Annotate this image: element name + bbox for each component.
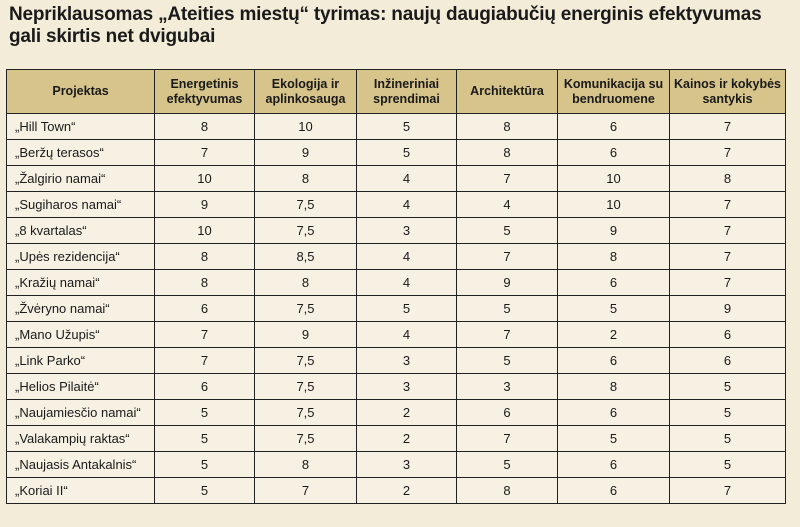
cell-architecture: 7	[457, 244, 558, 270]
cell-price-quality: 9	[670, 296, 786, 322]
cell-price-quality: 5	[670, 426, 786, 452]
cell-energy-efficiency: 7	[155, 348, 255, 374]
table-body	[7, 114, 786, 504]
cell-price-quality: 7	[670, 218, 786, 244]
cell-energy-efficiency: 5	[155, 452, 255, 478]
cell-ecology: 7,5	[255, 374, 357, 400]
cell-community: 6	[558, 348, 670, 374]
cell-energy-efficiency: 5	[155, 426, 255, 452]
cell-energy-efficiency: 9	[155, 192, 255, 218]
cell-price-quality: 7	[670, 192, 786, 218]
cell-price-quality: 6	[670, 322, 786, 348]
cell-project-name: „Kražių namai“	[7, 270, 155, 296]
cell-project-name: „Žalgirio namai“	[7, 166, 155, 192]
cell-architecture: 9	[457, 270, 558, 296]
cell-engineering: 5	[357, 296, 457, 322]
cell-price-quality: 7	[670, 478, 786, 504]
table-row	[7, 218, 786, 244]
cell-engineering: 2	[357, 400, 457, 426]
cell-price-quality: 5	[670, 400, 786, 426]
header-cell-ecology: Ekologija ir aplinkosauga	[255, 70, 357, 114]
cell-energy-efficiency: 8	[155, 244, 255, 270]
cell-community: 9	[558, 218, 670, 244]
cell-community: 6	[558, 400, 670, 426]
cell-architecture: 8	[457, 478, 558, 504]
cell-architecture: 5	[457, 348, 558, 374]
cell-energy-efficiency: 10	[155, 166, 255, 192]
cell-project-name: „Žvėryno namai“	[7, 296, 155, 322]
cell-ecology: 7,5	[255, 348, 357, 374]
cell-community: 6	[558, 140, 670, 166]
cell-engineering: 4	[357, 270, 457, 296]
cell-community: 6	[558, 270, 670, 296]
cell-energy-efficiency: 6	[155, 296, 255, 322]
cell-engineering: 5	[357, 140, 457, 166]
cell-engineering: 4	[357, 244, 457, 270]
cell-architecture: 3	[457, 374, 558, 400]
table-row	[7, 192, 786, 218]
cell-community: 5	[558, 426, 670, 452]
cell-ecology: 8	[255, 452, 357, 478]
ratings-table-container	[6, 69, 785, 504]
table-row	[7, 478, 786, 504]
cell-project-name: „Beržų terasos“	[7, 140, 155, 166]
header-cell-architecture: Architektūra	[457, 70, 558, 114]
cell-architecture: 5	[457, 452, 558, 478]
header-row	[7, 70, 786, 114]
cell-architecture: 8	[457, 114, 558, 140]
table-row	[7, 426, 786, 452]
header-cell-community: Komunikacija su bendruomene	[558, 70, 670, 114]
cell-community: 2	[558, 322, 670, 348]
cell-project-name: „8 kvartalas“	[7, 218, 155, 244]
cell-architecture: 6	[457, 400, 558, 426]
cell-ecology: 10	[255, 114, 357, 140]
cell-community: 10	[558, 166, 670, 192]
cell-energy-efficiency: 8	[155, 270, 255, 296]
table-row	[7, 348, 786, 374]
cell-project-name: „Mano Užupis“	[7, 322, 155, 348]
header-cell-project: Projektas	[7, 70, 155, 114]
page-title: Nepriklausomas „Ateities miestų“ tyrimas: naujų daugiabučių energinis efektyvumas gali skirtis net dvigubai	[9, 4, 762, 47]
table-row	[7, 322, 786, 348]
cell-community: 6	[558, 452, 670, 478]
cell-engineering: 4	[357, 322, 457, 348]
cell-energy-efficiency: 7	[155, 322, 255, 348]
cell-energy-efficiency: 6	[155, 374, 255, 400]
cell-community: 5	[558, 296, 670, 322]
cell-price-quality: 8	[670, 166, 786, 192]
cell-engineering: 3	[357, 452, 457, 478]
table-row	[7, 400, 786, 426]
cell-price-quality: 5	[670, 452, 786, 478]
cell-ecology: 9	[255, 322, 357, 348]
cell-ecology: 8	[255, 270, 357, 296]
cell-architecture: 8	[457, 140, 558, 166]
header-cell-engineering: Inžineriniai sprendimai	[357, 70, 457, 114]
header-cell-price-quality: Kainos ir kokybės santykis	[670, 70, 786, 114]
cell-ecology: 7,5	[255, 218, 357, 244]
header-cell-energy-efficiency: Energetinis efektyvumas	[155, 70, 255, 114]
cell-project-name: „Hill Town“	[7, 114, 155, 140]
cell-project-name: „Valakampių raktas“	[7, 426, 155, 452]
cell-community: 8	[558, 244, 670, 270]
cell-project-name: „Sugiharos namai“	[7, 192, 155, 218]
cell-architecture: 5	[457, 218, 558, 244]
cell-community: 10	[558, 192, 670, 218]
cell-energy-efficiency: 8	[155, 114, 255, 140]
cell-ecology: 7,5	[255, 192, 357, 218]
cell-architecture: 7	[457, 322, 558, 348]
cell-ecology: 7,5	[255, 296, 357, 322]
cell-engineering: 4	[357, 166, 457, 192]
cell-ecology: 7	[255, 478, 357, 504]
table-row	[7, 166, 786, 192]
cell-ecology: 7,5	[255, 426, 357, 452]
table-row	[7, 270, 786, 296]
cell-project-name: „Naujasis Antakalnis“	[7, 452, 155, 478]
cell-ecology: 9	[255, 140, 357, 166]
cell-price-quality: 7	[670, 270, 786, 296]
cell-engineering: 2	[357, 478, 457, 504]
cell-energy-efficiency: 10	[155, 218, 255, 244]
cell-price-quality: 7	[670, 114, 786, 140]
cell-ecology: 8,5	[255, 244, 357, 270]
ratings-table	[6, 69, 786, 504]
table-row	[7, 114, 786, 140]
cell-project-name: „Naujamiesčio namai“	[7, 400, 155, 426]
cell-engineering: 3	[357, 218, 457, 244]
cell-architecture: 5	[457, 296, 558, 322]
cell-architecture: 7	[457, 166, 558, 192]
cell-community: 6	[558, 114, 670, 140]
cell-price-quality: 5	[670, 374, 786, 400]
cell-community: 8	[558, 374, 670, 400]
table-header	[7, 70, 786, 114]
cell-engineering: 3	[357, 374, 457, 400]
cell-engineering: 3	[357, 348, 457, 374]
cell-engineering: 4	[357, 192, 457, 218]
cell-project-name: „Upės rezidencija“	[7, 244, 155, 270]
cell-price-quality: 7	[670, 140, 786, 166]
cell-price-quality: 6	[670, 348, 786, 374]
cell-price-quality: 7	[670, 244, 786, 270]
cell-architecture: 7	[457, 426, 558, 452]
cell-ecology: 8	[255, 166, 357, 192]
cell-engineering: 5	[357, 114, 457, 140]
cell-project-name: „Link Parko“	[7, 348, 155, 374]
cell-project-name: „Helios Pilaitė“	[7, 374, 155, 400]
cell-project-name: „Koriai II“	[7, 478, 155, 504]
table-row	[7, 140, 786, 166]
table-row	[7, 244, 786, 270]
table-row	[7, 452, 786, 478]
cell-architecture: 4	[457, 192, 558, 218]
cell-engineering: 2	[357, 426, 457, 452]
cell-ecology: 7,5	[255, 400, 357, 426]
table-row	[7, 374, 786, 400]
cell-energy-efficiency: 5	[155, 478, 255, 504]
cell-community: 6	[558, 478, 670, 504]
cell-energy-efficiency: 5	[155, 400, 255, 426]
cell-energy-efficiency: 7	[155, 140, 255, 166]
table-row	[7, 296, 786, 322]
